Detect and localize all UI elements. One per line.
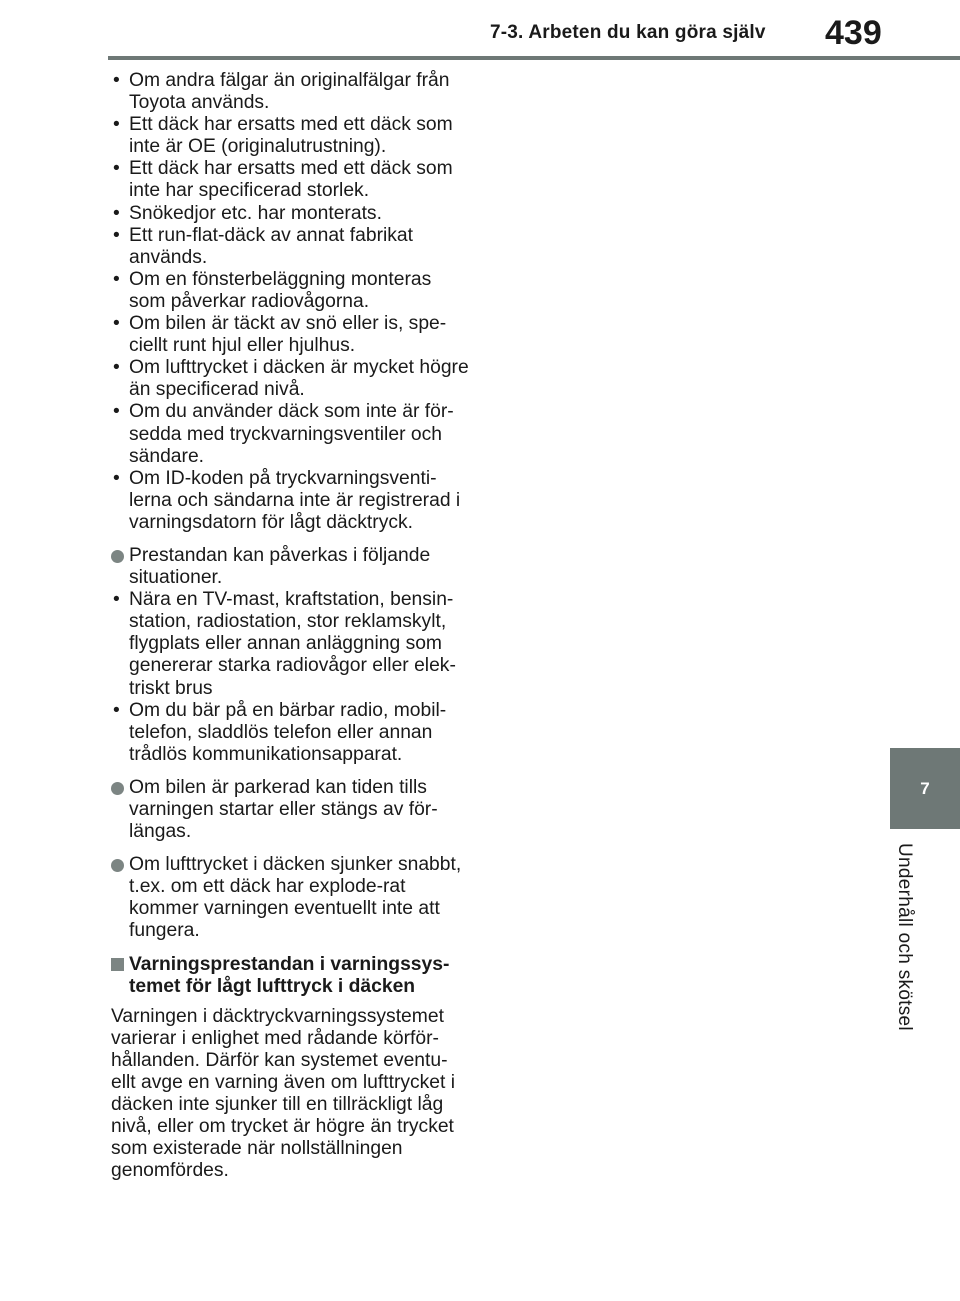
list-item: • Om andra fälgar än originalfälgar från Toyota används. — [111, 70, 471, 114]
warning-paragraph: Varningen i däcktryckvarningssystemet varierar i enlighet med rådande körför-hållanden. Därför kan systemet eventu-ellt avge en varning även om lufttrycket i däcken inte sjunker till en tillräckligt låg nivå, eller om trycket är högre än trycket som existerade när nollställningen genomfördes. — [111, 1005, 456, 1182]
performance-note — [111, 545, 471, 589]
circle-bullet-icon — [111, 782, 124, 795]
list-item: • Ett däck har ersatts med ett däck som inte har specificerad storlek. — [111, 158, 471, 202]
list-item: • Om en fönsterbeläggning monteras som påverkar radiovågorna. — [111, 269, 471, 313]
header-divider — [108, 56, 960, 60]
list-item: • Ett run-flat-däck av annat fabrikat används. — [111, 225, 471, 269]
sudden-drop-note-text: Om lufttrycket i däcken sjunker snabbt, t.ex. om ett däck har explode-rat kommer varningen eventuellt inte att fungera. — [129, 854, 462, 942]
condition-list — [111, 70, 471, 534]
list-item: • Ett däck har ersatts med ett däck som inte är OE (originalutrustning). — [111, 114, 471, 158]
warning-section-heading — [111, 954, 471, 998]
parked-note — [111, 777, 471, 843]
page-number: 439 — [825, 14, 882, 52]
circle-bullet-icon — [111, 859, 124, 872]
square-bullet-icon — [111, 958, 124, 971]
list-item: • Snökedjor etc. har monterats. — [111, 203, 471, 225]
chapter-tab[interactable] — [890, 748, 960, 829]
chapter-label: Underhåll och skötsel — [894, 843, 915, 1031]
section-title: 7-3. Arbeten du kan göra själv — [490, 22, 766, 43]
parked-note-text: Om bilen är parkerad kan tiden tills varningen startar eller stängs av för-längas. — [129, 776, 438, 843]
list-item: • Om lufttrycket i däcken är mycket högre än specificerad nivå. — [111, 357, 471, 401]
chapter-number: 7 — [920, 778, 930, 798]
circle-bullet-icon — [111, 550, 124, 563]
list-item: • Om bilen är täckt av snö eller is, spe-ciellt runt hjul eller hjulhus. — [111, 313, 471, 357]
warning-heading-text: Varningsprestandan i varningssys-temet för lågt lufttryck i däcken — [129, 953, 450, 997]
list-item: • Nära en TV-mast, kraftstation, bensin-station, radiostation, stor reklamskylt, flygplats eller annan anläggning som genererar starka radiovågor eller elek-triskt brus — [111, 589, 471, 699]
main-content — [111, 70, 471, 1183]
performance-list — [111, 589, 471, 766]
list-item: • Om du använder däck som inte är för-sedda med tryckvarningsventiler och sändare. — [111, 401, 471, 467]
list-item: • Om ID-koden på tryckvarningsventi-lerna och sändarna inte är registrerad i varningsdatorn för lågt däcktryck. — [111, 468, 471, 534]
sudden-drop-note — [111, 854, 471, 942]
list-item: • Om du bär på en bärbar radio, mobil-telefon, sladdlös telefon eller annan trådlös kommunikationsapparat. — [111, 700, 471, 766]
performance-heading: Prestandan kan påverkas i följande situationer. — [129, 544, 431, 589]
